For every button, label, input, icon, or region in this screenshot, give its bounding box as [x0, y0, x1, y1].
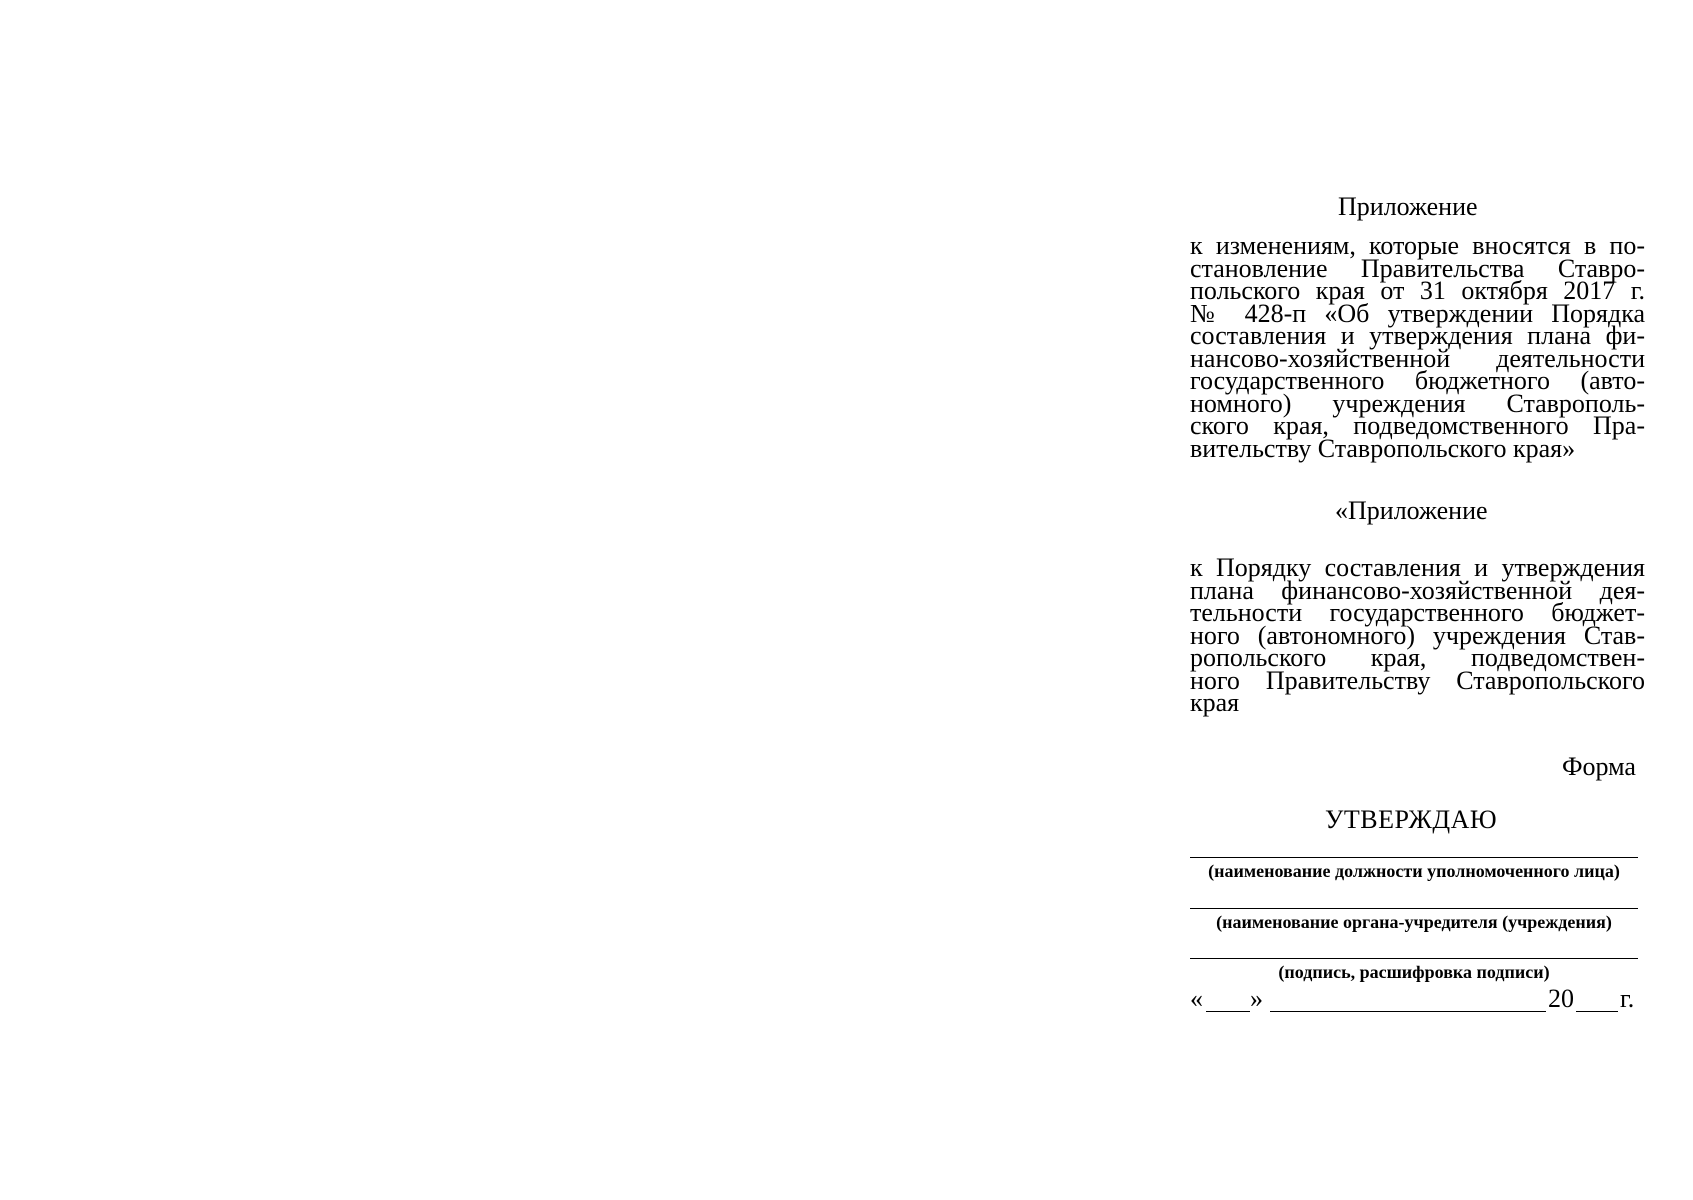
inner-appendix-title: «Приложение — [1335, 496, 1488, 525]
form-label: Форма — [1562, 752, 1636, 781]
organ-blank-line — [1190, 908, 1638, 909]
appendix-line: к изменениям, которые вносятся в по- — [1190, 231, 1645, 260]
inner-appendix-line: плана финансово-хозяйственной дея- — [1190, 575, 1645, 605]
appendix-line: № 428-п «Об утверждении Порядка — [1190, 298, 1645, 328]
inner-appendix-line: ного (автономного) учреждения Став- — [1190, 620, 1645, 650]
appendix-description — [1190, 231, 1645, 463]
appendix-title: Приложение — [1338, 192, 1478, 221]
inner-appendix-line: ного Правительству Ставропольского — [1190, 665, 1645, 695]
signature-caption: (подпись, расшифровка подписи) — [1278, 962, 1550, 982]
inner-appendix-line: тельности государственного бюджет- — [1190, 598, 1645, 627]
appendix-line: ского края, подведомственного Пра- — [1190, 411, 1645, 440]
inner-appendix-description — [1190, 553, 1645, 717]
date-close-quote: » — [1250, 984, 1263, 1013]
inner-appendix-line: к Порядку составления и утверждения — [1190, 553, 1645, 582]
date-day-blank — [1206, 1011, 1250, 1012]
position-blank-line — [1190, 857, 1638, 858]
appendix-line: становление Правительства Ставро- — [1190, 253, 1645, 283]
appendix-line: польского края от 31 октября 2017 г. — [1190, 276, 1645, 305]
date-year-prefix: 20 — [1548, 984, 1574, 1013]
inner-appendix-line: края — [1190, 688, 1240, 717]
date-year-suffix: г. — [1620, 984, 1635, 1013]
appendix-line: нансово-хозяйственной деятельности — [1190, 343, 1645, 373]
inner-appendix-line: ропольского края, подведомствен- — [1190, 643, 1645, 672]
signature-blank-line — [1190, 958, 1638, 959]
date-open-quote: « — [1190, 984, 1203, 1013]
appendix-line: государственного бюджетного (авто- — [1190, 366, 1645, 395]
approval-date-line — [1190, 985, 1645, 1015]
organ-caption: (наименование органа-учредителя (учреждения) — [1216, 912, 1612, 932]
position-caption: (наименование должности уполномоченного лица) — [1208, 861, 1620, 881]
appendix-line: номного) учреждения Ставрополь- — [1190, 388, 1645, 418]
appendix-line: вительству Ставропольского края» — [1190, 433, 1576, 463]
date-month-blank — [1270, 1011, 1546, 1012]
date-year-blank — [1576, 1011, 1618, 1012]
approval-title: УТВЕРЖДАЮ — [1325, 805, 1498, 834]
appendix-line: составления и утверждения плана фи- — [1190, 321, 1645, 350]
